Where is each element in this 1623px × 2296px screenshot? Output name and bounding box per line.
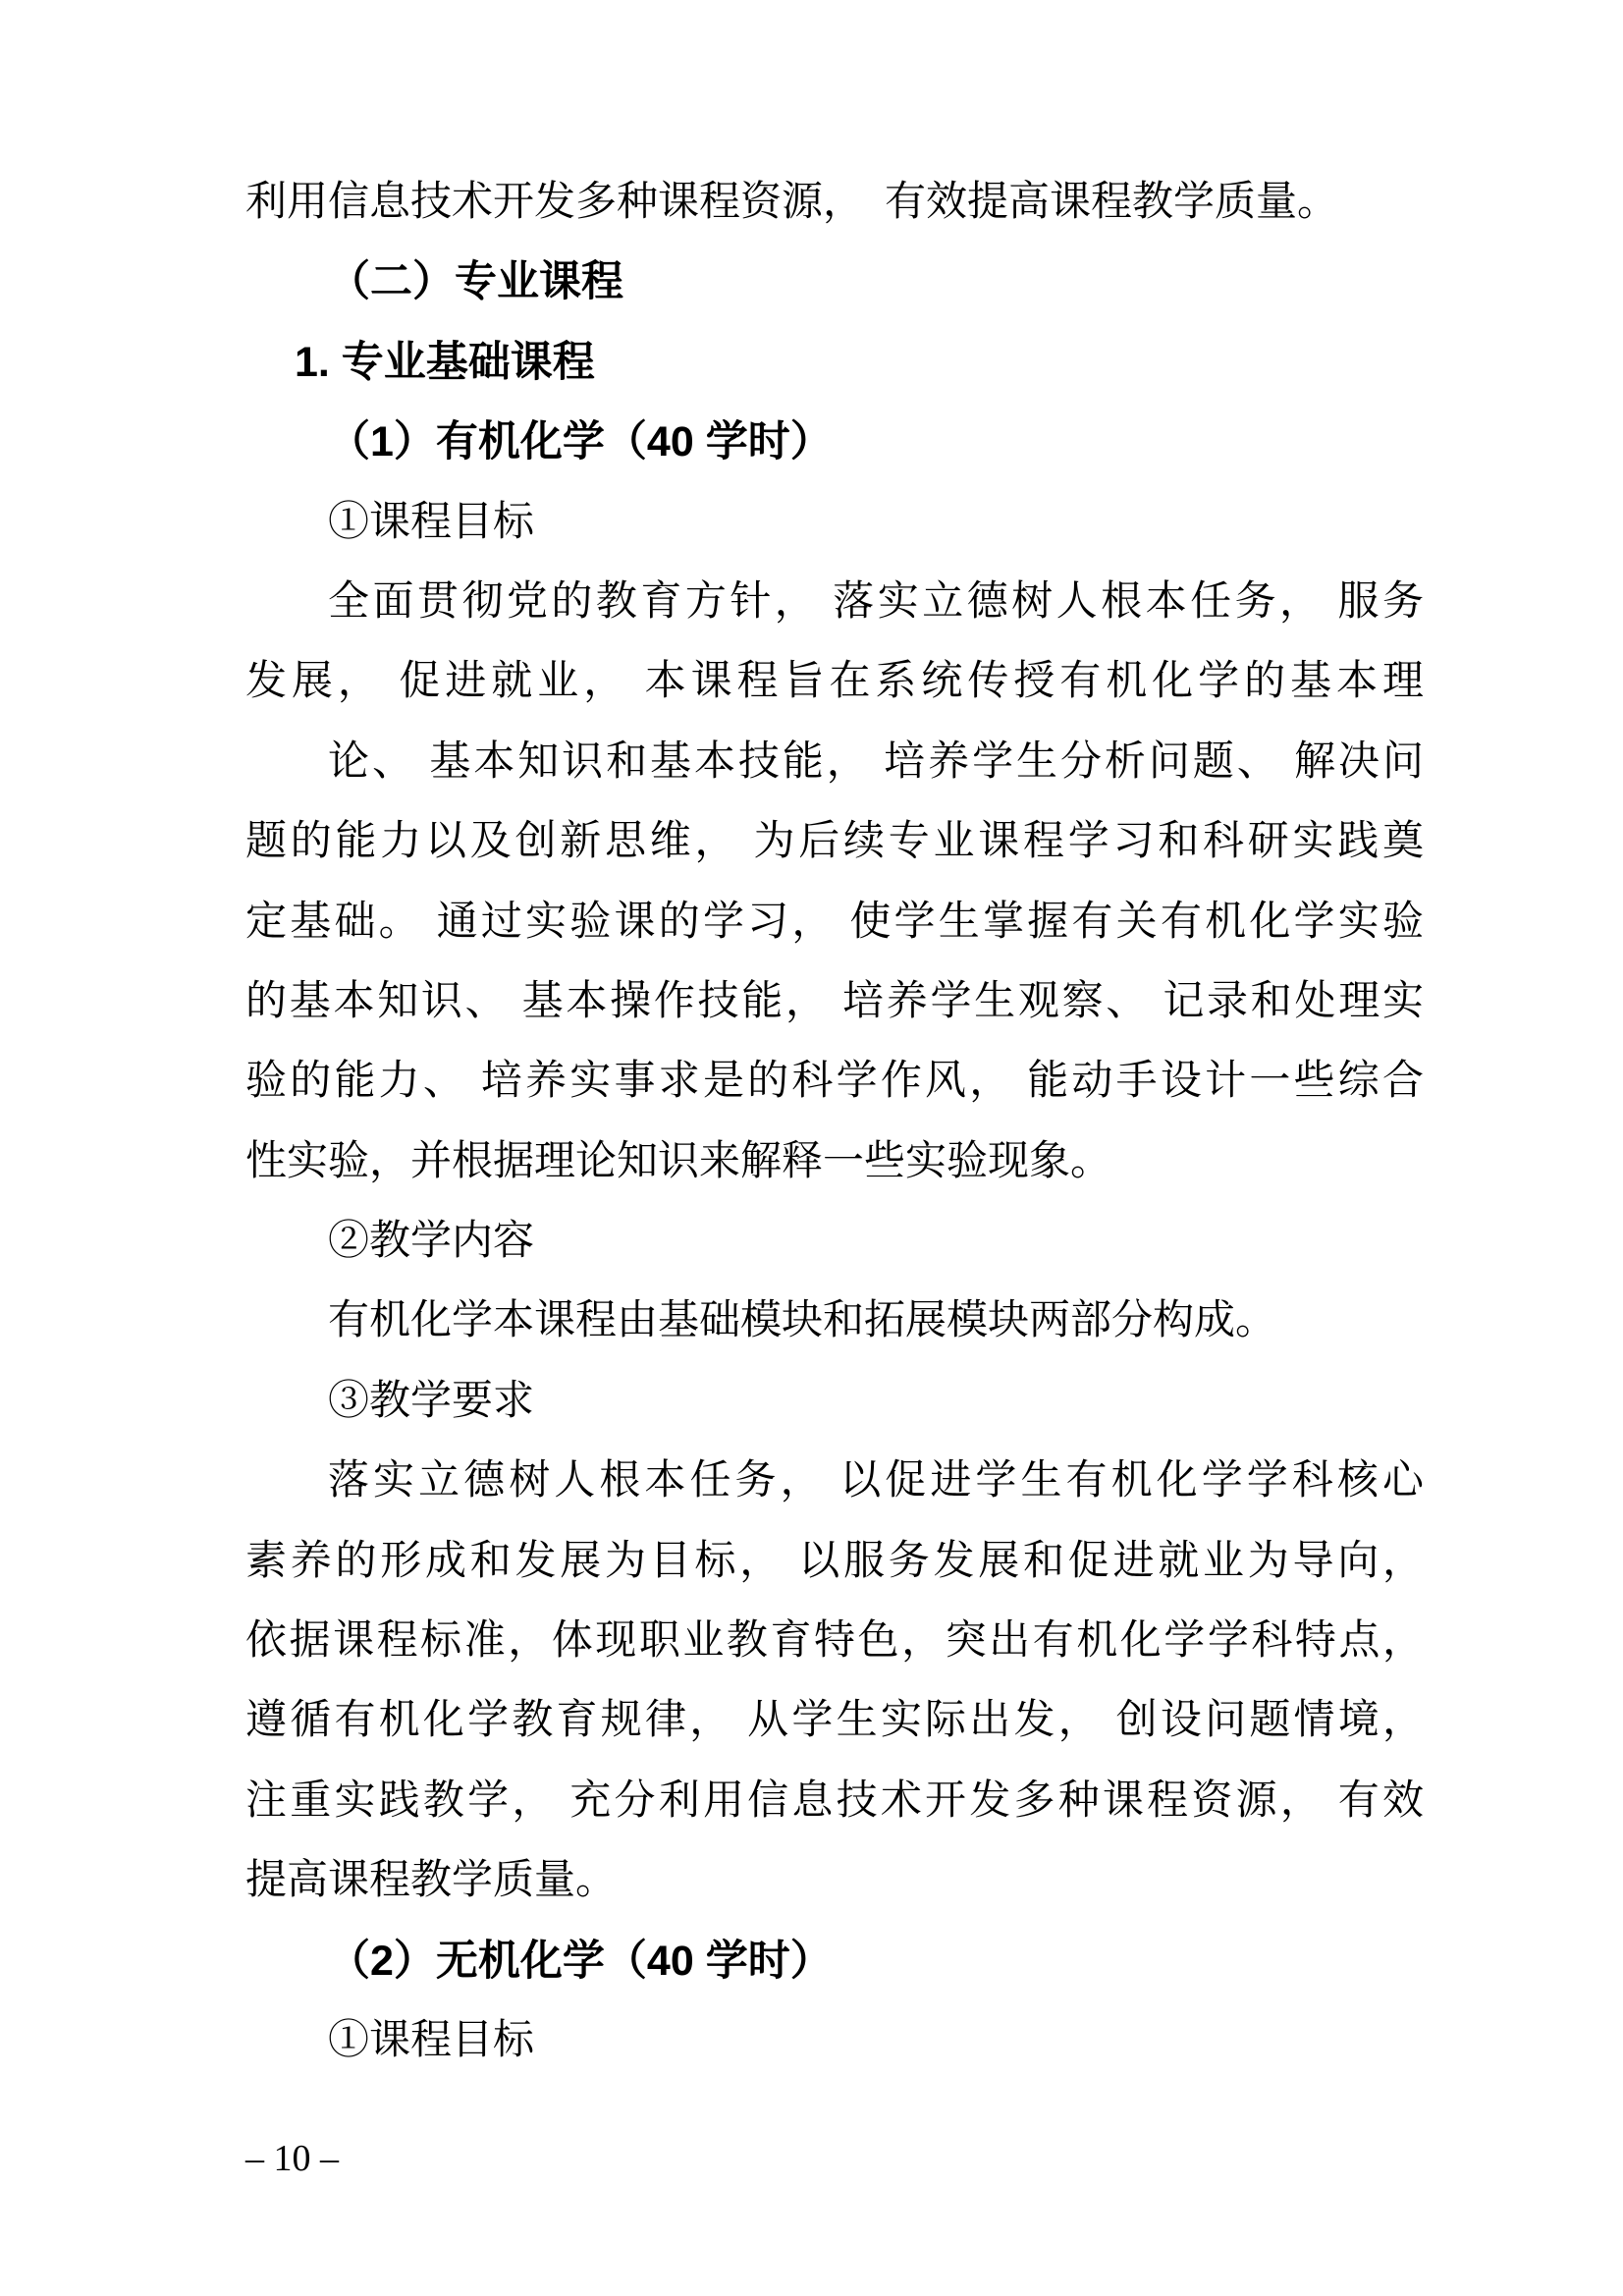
text-line: 落实立德树人根本任务， 以促进学生有机化学学科核心 — [328, 1458, 1424, 1504]
text-line: 定基础。 通过实验课的学习， 使学生掌握有关有机化学实验 — [245, 899, 1424, 945]
heading-line: （2）无机化学（40 学时） — [328, 1937, 833, 1985]
text-line: ①课程目标 — [328, 2017, 535, 2063]
text-line: ③教学要求 — [328, 1378, 535, 1424]
text-line: 提高课程教学质量。 — [245, 1858, 618, 1904]
heading-line: （二）专业课程 — [328, 258, 623, 306]
text-line: 性实验，并根据理论知识来解释一些实验现象。 — [245, 1138, 1112, 1184]
text-line: 的基本知识、 基本操作技能， 培养学生观察、 记录和处理实 — [245, 978, 1424, 1024]
text-line: ①课程目标 — [328, 499, 535, 545]
text-line: 遵循有机化学教育规律， 从学生实际出发， 创设问题情境， — [245, 1698, 1424, 1744]
page-number: – 10 – — [245, 2138, 339, 2179]
text-line: 发展， 促进就业， 本课程旨在系统传授有机化学的基本理 — [245, 659, 1424, 705]
text-line: ②教学内容 — [328, 1219, 535, 1265]
text-line: 全面贯彻党的教育方针， 落实立德树人根本任务， 服务 — [328, 578, 1424, 625]
document-body — [245, 163, 1424, 2081]
text-line: 注重实践教学， 充分利用信息技术开发多种课程资源， 有效 — [245, 1777, 1424, 1824]
text-line: 题的能力以及创新思维， 为后续专业课程学习和科研实践奠 — [245, 819, 1424, 865]
text-line: 利用信息技术开发多种课程资源， 有效提高课程教学质量。 — [245, 180, 1339, 225]
text-line: 论、 基本知识和基本技能， 培养学生分析问题、 解决问 — [328, 738, 1424, 785]
text-line: 素养的形成和发展为目标， 以服务发展和促进就业为导向， — [245, 1538, 1424, 1584]
text-line: 有机化学本课程由基础模块和拓展模块两部分构成。 — [328, 1298, 1277, 1344]
text-line: 验的能力、 培养实事求是的科学作风， 能动手设计一些综合 — [245, 1059, 1424, 1105]
heading-line: 1. 专业基础课程 — [295, 338, 595, 386]
text-line: 依据课程标准，体现职业教育特色，突出有机化学学科特点， — [245, 1618, 1424, 1665]
heading-line: （1）有机化学（40 学时） — [328, 418, 833, 466]
